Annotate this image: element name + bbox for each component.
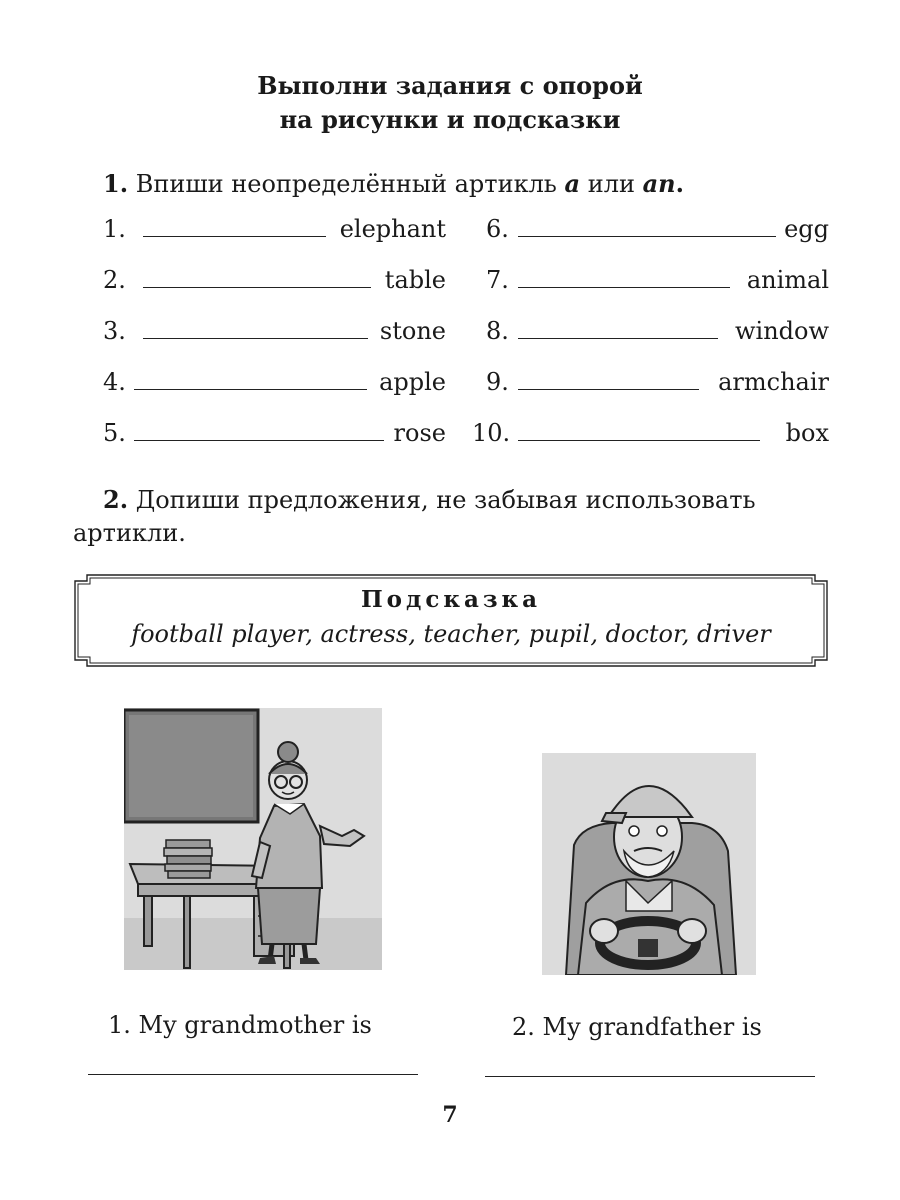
task1-instruction xyxy=(103,168,684,200)
teacher-illustration xyxy=(124,708,382,970)
list-item xyxy=(486,367,829,397)
task2-instruction-line-2: артикли. xyxy=(73,519,186,547)
item-number: 10. xyxy=(472,419,511,447)
item-word: armchair xyxy=(718,368,829,396)
item-number: 5. xyxy=(103,419,126,447)
answer-line-1[interactable] xyxy=(88,1074,418,1075)
list-item xyxy=(103,265,446,295)
item-word: table xyxy=(384,266,446,294)
item-word: egg xyxy=(784,215,829,243)
answer-blank[interactable] xyxy=(518,440,760,441)
hint-words: football player, actress, teacher, pupil, doctor, driver xyxy=(131,620,771,648)
item-number: 8. xyxy=(486,317,509,345)
item-word: stone xyxy=(379,317,446,345)
driver-illustration xyxy=(542,753,756,975)
answer-blank[interactable] xyxy=(134,440,384,441)
list-item xyxy=(103,367,446,397)
list-item xyxy=(103,316,446,346)
task1-end: . xyxy=(675,169,684,198)
answer-blank[interactable] xyxy=(143,287,371,288)
list-item xyxy=(472,418,829,448)
list-item xyxy=(486,265,829,295)
item-number: 6. xyxy=(486,215,509,243)
picture-1-caption: 1. My grandmother is xyxy=(108,1011,372,1039)
article-an: an xyxy=(642,169,676,198)
article-a: a xyxy=(564,169,581,198)
list-item xyxy=(486,214,829,244)
item-number: 2. xyxy=(103,266,126,294)
task2-number: 2. xyxy=(103,485,129,514)
answer-blank[interactable] xyxy=(518,236,776,237)
task1-connector: или xyxy=(580,170,643,198)
item-word: box xyxy=(785,419,829,447)
answer-blank[interactable] xyxy=(134,389,367,390)
page-title-line-2: на рисунки и подсказки xyxy=(279,105,621,134)
list-item xyxy=(103,214,446,244)
item-word: window xyxy=(734,317,829,345)
item-word: rose xyxy=(393,419,446,447)
item-number: 1. xyxy=(103,215,126,243)
page-number: 7 xyxy=(442,1102,458,1128)
answer-blank[interactable] xyxy=(143,236,326,237)
list-item xyxy=(486,316,829,346)
list-item xyxy=(103,418,446,448)
item-word: elephant xyxy=(339,215,446,243)
hint-title: Подсказка xyxy=(360,586,542,613)
page-title-line-1: Выполни задания с опорой xyxy=(257,71,643,100)
task1-number: 1. xyxy=(103,169,129,198)
answer-blank[interactable] xyxy=(518,287,730,288)
answer-blank[interactable] xyxy=(518,338,718,339)
answer-line-2[interactable] xyxy=(485,1076,815,1077)
item-number: 7. xyxy=(486,266,509,294)
task2-instruction-line-1 xyxy=(103,484,829,516)
answer-blank[interactable] xyxy=(143,338,368,339)
item-word: apple xyxy=(379,368,446,396)
picture-2-caption: 2. My grandfather is xyxy=(512,1013,762,1041)
item-word: animal xyxy=(746,266,829,294)
item-number: 9. xyxy=(486,368,509,396)
item-number: 3. xyxy=(103,317,126,345)
item-number: 4. xyxy=(103,368,126,396)
task2-text: Допиши предложения, не забывая использовать xyxy=(128,486,756,514)
answer-blank[interactable] xyxy=(518,389,699,390)
task1-text: Впиши неопределённый артикль xyxy=(128,170,565,198)
